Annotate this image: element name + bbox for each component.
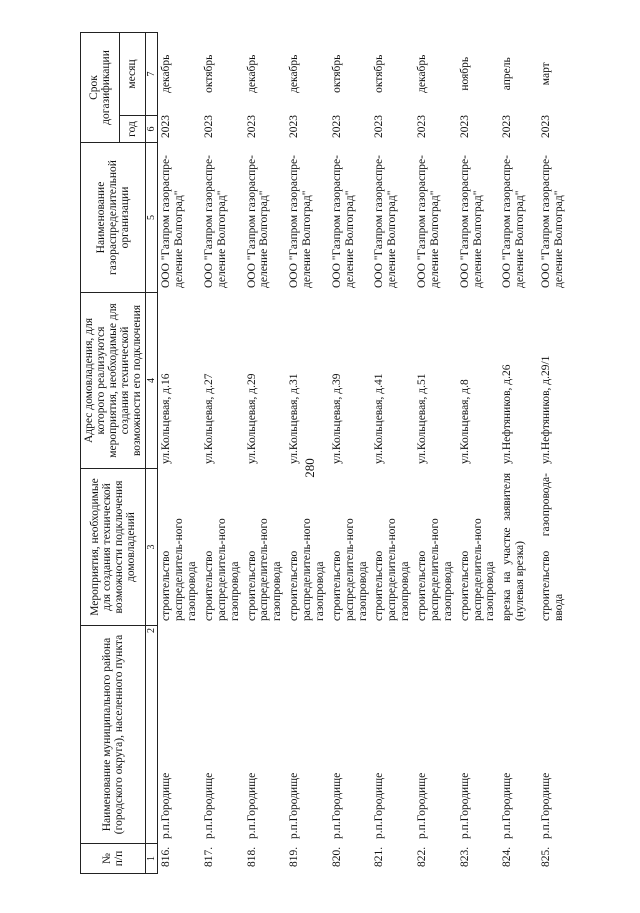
row-year: 2023 [160, 115, 173, 138]
column-number: 2 [146, 626, 158, 844]
row-settlement: р.п.Городище [373, 772, 386, 839]
row-month: декабрь [160, 54, 173, 93]
header-num: № п/п [81, 844, 146, 874]
row-address: ул.Нефтяников, д.29/1 [540, 355, 553, 464]
row-organization: ООО "Газпром газораспре-деление Волгоград" [458, 155, 484, 288]
column-number: 3 [146, 469, 158, 626]
row-measure: строительство распределитель-ного газопровода [202, 518, 241, 621]
row-settlement: р.п.Городище [416, 772, 429, 839]
header-district: Наименование муниципального района (городского округа), населенного пункта [81, 626, 146, 844]
row-year: 2023 [245, 115, 258, 138]
row-year: 2023 [501, 115, 514, 138]
header-address: Адрес домовладения, для которого реализуются мероприятия, необходимые для создания технической возможности его подключения [81, 293, 146, 469]
row-measure: строительство газопровода-ввода [540, 473, 566, 621]
row-year: 2023 [202, 115, 215, 138]
row-settlement: р.п.Городище [330, 772, 343, 839]
header-month: месяц [119, 33, 146, 116]
row-organization: ООО "Газпром газораспре-деление Волгоград" [501, 155, 527, 288]
row-number: 825. [540, 846, 553, 867]
row-measure: строительство распределитель-ного газопровода [160, 518, 199, 621]
rotated-table-container [80, 33, 640, 874]
row-settlement: р.п.Городище [540, 772, 553, 839]
table-row [457, 33, 500, 874]
table-row [414, 33, 457, 874]
header-org: Наименование газораспределительной организации [81, 143, 146, 293]
row-number: 817. [202, 846, 215, 867]
row-organization: ООО "Газпром газораспре-деление Волгоград" [373, 155, 399, 288]
row-number: 821. [373, 846, 386, 867]
row-year: 2023 [373, 115, 386, 138]
row-measure: строительство распределитель-ного газопровода [330, 518, 369, 621]
row-number: 823. [458, 846, 471, 867]
row-organization: ООО "Газпром газораспре-деление Волгоград" [288, 155, 314, 288]
row-settlement: р.п.Городище [288, 772, 301, 839]
row-settlement: р.п.Городище [202, 772, 215, 839]
row-year: 2023 [330, 115, 343, 138]
row-month: октябрь [373, 54, 386, 93]
row-address: ул.Кольцевая, д.31 [288, 373, 301, 464]
row-year: 2023 [458, 115, 471, 138]
column-number: 1 [146, 844, 158, 874]
row-address: ул.Кольцевая, д.29 [245, 373, 258, 464]
row-settlement: р.п.Городище [458, 772, 471, 839]
row-settlement: р.п.Городище [245, 772, 258, 839]
row-number: 819. [288, 846, 301, 867]
row-address: ул.Кольцевая, д.51 [416, 373, 429, 464]
row-measure: строительство распределитель-ного газопровода [288, 518, 326, 621]
row-month: октябрь [330, 54, 343, 93]
row-organization: ООО "Газпром газораспре-деление Волгоград" [160, 155, 186, 288]
row-organization: ООО "Газпром газораспре-деление Волгоград" [540, 155, 566, 288]
row-number: 822. [416, 846, 429, 867]
row-month: октябрь [202, 54, 215, 93]
table-row [286, 33, 329, 874]
row-address: ул.Кольцевая, д.39 [330, 373, 343, 464]
table-row [371, 33, 414, 874]
column-number: 7 [146, 33, 158, 116]
table-row [499, 33, 538, 874]
column-number: 4 [146, 293, 158, 469]
row-address: ул.Кольцевая, д.16 [160, 373, 173, 464]
row-measure: строительство распределитель-ного газопровода [245, 518, 284, 621]
row-year: 2023 [416, 115, 429, 138]
row-year: 2023 [540, 115, 553, 138]
row-month: ноябрь [458, 56, 471, 91]
table-row [244, 33, 287, 874]
table-row [538, 33, 577, 874]
row-organization: ООО "Газпром газораспре-деление Волгоград" [202, 155, 228, 288]
table-row [201, 33, 244, 874]
row-month: март [540, 62, 553, 86]
header-term: Срок догазификации [81, 33, 120, 143]
row-measure: строительство распределитель-ного газопровода [416, 518, 454, 621]
header-measures: Мероприятия, необходимые для создания технической возможности подключения домовладений [81, 469, 146, 626]
column-number: 6 [146, 116, 158, 143]
table-row [329, 33, 372, 874]
row-month: декабрь [288, 54, 301, 93]
table-row [158, 33, 201, 874]
row-number: 820. [330, 846, 343, 867]
page-number: 280 [302, 458, 317, 478]
row-measure: строительство распределитель-ного газопровода [458, 518, 497, 621]
row-organization: ООО "Газпром газораспре-деление Волгоград" [245, 155, 271, 288]
row-organization: ООО "Газпром газораспре-деление Волгоград" [330, 155, 356, 288]
row-organization: ООО "Газпром газораспре-деление Волгоград" [416, 155, 441, 288]
row-month: декабрь [245, 54, 258, 93]
row-settlement: р.п.Городище [501, 772, 514, 839]
row-month: декабрь [416, 54, 429, 93]
row-address: ул.Нефтяников, д.26 [501, 364, 514, 464]
row-address: ул.Кольцевая, д.8 [458, 379, 471, 464]
row-number: 818. [245, 846, 258, 867]
row-measure: строительство распределитель-ного газопровода [373, 518, 412, 621]
row-measure: врезка на участке заявителя (нулевая врезка) [501, 473, 527, 621]
gasification-table [80, 32, 577, 874]
row-number: 816. [160, 846, 173, 867]
row-year: 2023 [288, 115, 301, 138]
column-number: 5 [146, 143, 158, 293]
header-year: год [119, 116, 146, 143]
row-number: 824. [501, 846, 514, 867]
row-address: ул.Кольцевая, д.27 [202, 373, 215, 464]
row-settlement: р.п.Городище [160, 772, 173, 839]
row-month: апрель [501, 57, 514, 91]
row-address: ул.Кольцевая, д.41 [373, 373, 386, 464]
